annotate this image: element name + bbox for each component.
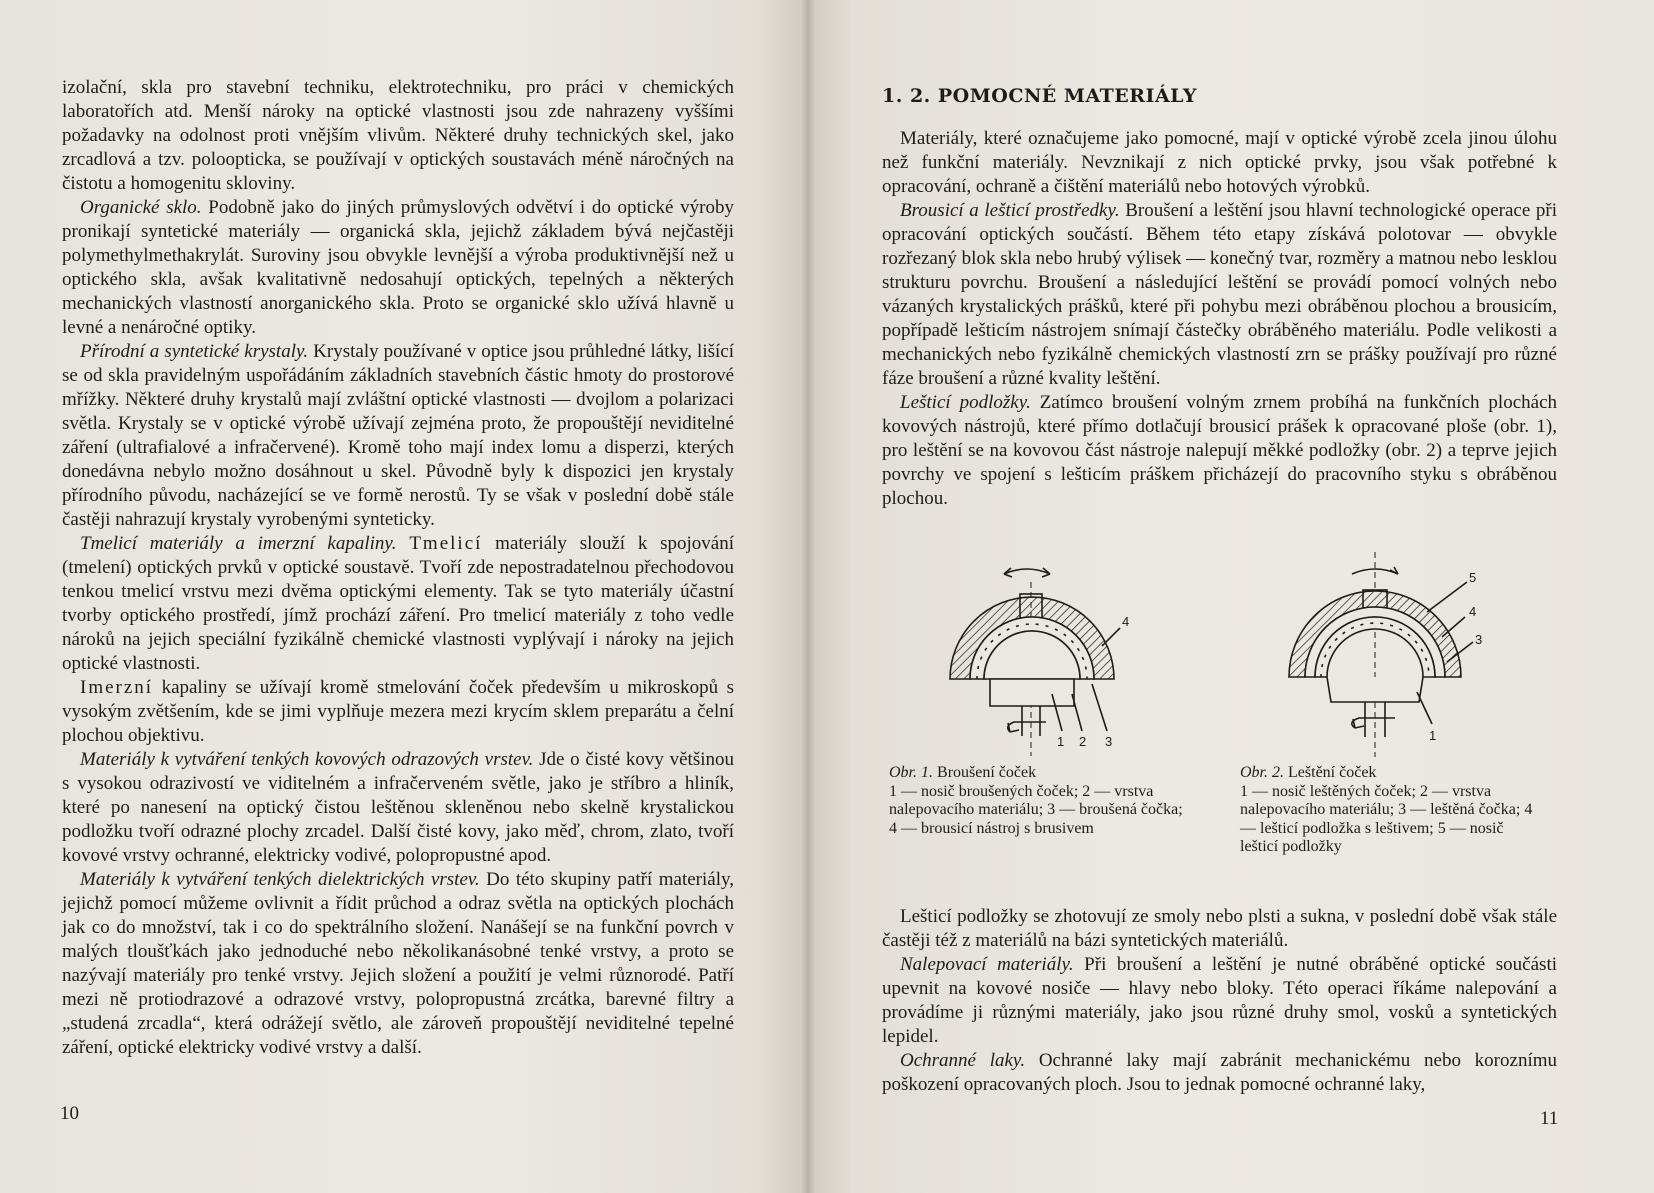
fig1-label-3: 3	[1105, 734, 1113, 749]
page-number-right: 11	[1540, 1108, 1559, 1129]
fig2-label-5: 5	[1469, 570, 1477, 585]
paragraph-text: Materiály, které označujeme jako pomocné, mají v optické výrobě zcela jinou úlohu než funkční materiály. Nevznikají z nich optické prvky, jsou však potřebné k opracování, ochraně a čištění materiálů nebo hotových výrobků.	[882, 128, 1557, 197]
figure-1-caption	[889, 764, 1185, 838]
paragraph	[62, 76, 734, 196]
paragraph-text: materiály slouží k spojování (tmelení) optických prvků v optické soustavě. Tvoří zde nepostradatelnou přechodovou tenkou tmelicí vrstvu mezi dvěma optickými elementy. Tak se tyto materiály účastní tvorby optického prostředí, jímž prochází záření. Pro tmelicí materiály z toho vedle nároků na jejich speciální fyzikálně chemické vlastnosti vyplývají i nároky na jejich optické vlastnosti.	[62, 533, 735, 674]
rotation-arrow-icon	[1004, 569, 1050, 574]
paragraph-lead: Tmelicí materiály a imerzní kapaliny.	[80, 533, 397, 554]
paragraph-lead: Přírodní a syntetické krystaly.	[80, 341, 309, 362]
caption-text: 1 — nosič leštěných čoček; 2 — vrstva nalepovacího materiálu; 3 — leštěná čočka; 4 — lešticí podložka s leštivem; 5 — nosič lešticí podložky	[1240, 782, 1533, 855]
spaced-term: Tmelicí	[409, 533, 483, 554]
paragraph	[882, 1049, 1557, 1097]
paragraph-lead: Ochranné laky.	[900, 1050, 1026, 1071]
paragraph-text: Jde o čisté kovy většinou s vysokou odrazivostí ve viditelném a infračerveném světle, jako je stříbro a hliník, které po nanesení na optický čistou leštěnou skleněnou nebo skelně krystalickou podložku tvoří odrazné plochy zrcadel. Další čisté kovy, jako měď, chrom, zlato, tvoří kovové vrstvy ochranné, elektricky vodivé, polopropustné apod.	[62, 749, 735, 866]
paragraph	[62, 196, 734, 340]
paragraph-text: Do této skupiny patří materiály, jejichž pomocí můžeme ovlivnit a řídit průchod a odraz světla na optických plochách jak co do množství, tak i co do spektrálního složení. Nanášejí se na funkční povrch v malých tloušťkách jako jednoduché nebo několikanásobné tenké vrstvy, a proto se nazývají materiály pro tenké vrstvy. Jejich složení a použití je velmi různorodé. Patří mezi ně protiodrazové a odrazové vrstvy, polopropustná zrcátka, barevné filtry a „studená zrcadla“, která odrážejí světlo, ale zároveň propouštějí neviditelné tepelné záření, optické elektricky vodivé vrstvy a další.	[62, 869, 734, 1058]
fig2-label-4: 4	[1469, 604, 1477, 619]
caption-title-text: Leštění čoček	[1284, 764, 1377, 781]
paragraph-text: Při broušení a leštění je nutné obráběné optické součásti upevnit na kovové nosiče — hlavy nebo bloky. Této operaci říkáme nalepování a provádíme ji různými materiály, jako jsou různé druhy smol, vosků a syntetických lepidel.	[882, 954, 1557, 1047]
paragraph-text: Zatímco broušení volným zrnem probíhá na funkčních plochách kovových nástrojů, které přímo dotlačují brousicí prášek k opracované ploše (obr. 1), pro leštění se na kovovou část nástroje nalepují měkké podložky (obr. 2) a teprve jejich povrchy ve spojení s lešticím práškem přicházejí do pracovního styku s obráběnou plochou.	[882, 392, 1557, 509]
paragraph-text: kapaliny se užívají kromě stmelování čoček především u mikroskopů s vysokým zvětšením, kde se jimi vyplňuje mezera mezi krycím sklem preparátu a čelní plochou objektivu.	[62, 677, 734, 746]
paragraph	[62, 340, 734, 532]
fig2-label-1: 1	[1429, 728, 1437, 743]
paragraph-text: Krystaly používané v optice jsou průhledné látky, lišící se od skla pravidelným uspořádáním základních stavebních částic hmoty do prostorové mřížky. Některé druhy krystalů mají zvláštní optické vlastnosti — dvojlom a polarizaci světla. Krystaly se v optické výrobě užívají zejména proto, že propouštějí neviditelné záření (ultrafialové a infračervené). Kromě toho mají index lomu a disperzi, kterých donedávna nebylo možno dosáhnout u skel. Původně byly k dispozici jen krystaly přírodního původu, nacházející se ve formě nerostů. Ty se však v poslední době stále častěji nahrazují krystaly vyrobenými synteticky.	[62, 341, 734, 530]
paragraph-lead: Materiály k vytváření tenkých kovových odrazových vrstev.	[80, 749, 534, 770]
figure-2-caption	[1240, 764, 1540, 857]
caption-text: 1 — nosič broušených čoček; 2 — vrstva nalepovacího materiálu; 3 — broušená čočka; 4 — brousicí nástroj s brusivem	[889, 782, 1183, 837]
paragraph-lead: Nalepovací materiály.	[900, 954, 1074, 975]
right-page-text-top	[882, 127, 1557, 511]
fig1-label-1: 1	[1057, 734, 1065, 749]
right-page-text-bottom	[882, 905, 1557, 1097]
caption-title	[889, 764, 1185, 783]
paragraph-text: Ochranné laky mají zabránit mechanickému nebo koroznímu poškození opracovaných ploch. Jsou to jednak pomocné ochranné laky,	[882, 1050, 1557, 1095]
section-heading: 1. 2. POMOCNÉ MATERIÁLY	[882, 85, 1197, 107]
caption-prefix: Obr. 1.	[889, 764, 934, 781]
paragraph-text: Broušení a leštění jsou hlavní technologické operace při opracování optických součástí. Během této etapy získává polotovar — obvykle rozřezaný blok skla nebo hrubý výlisek — konečný tvar, rozměry a matnou nebo lesklou strukturu povrchu. Broušení a následující leštění se provádí pomocí volných nebo vázaných krystalických prášků, které při pohybu mezi obráběnou plochou a brousicím, popřípadě lešticím nástrojem snímají částečky obráběného materiálu. Podle velikosti a mechanických nebo fyzikálně chemických vlastností zrn se prášky používají pro různé fáze broušení a různé kvality leštění.	[882, 200, 1557, 389]
paragraph	[882, 199, 1557, 391]
caption-title-text: Broušení čoček	[933, 764, 1037, 781]
paragraph-text: Lešticí podložky se zhotovují ze smoly nebo plsti a sukna, v poslední době však stále častěji též z materiálů na bázi syntetických materiálů.	[882, 906, 1557, 951]
paragraph	[62, 676, 734, 748]
paragraph	[62, 748, 734, 868]
fig1-label-4: 4	[1122, 614, 1130, 629]
paragraph	[62, 532, 734, 676]
paragraph	[882, 905, 1557, 953]
caption-title	[1240, 764, 1540, 783]
caption-prefix: Obr. 2.	[1240, 764, 1285, 781]
paragraph-lead: Materiály k vytváření tenkých dielektrických vrstev.	[80, 869, 480, 890]
figure-2-polishing-diagram	[1277, 552, 1527, 757]
book-gutter	[800, 0, 816, 1193]
paragraph-text: Podobně jako do jiných průmyslových odvětví i do optické výroby pronikají syntetické materiály — organická skla, jejichž základem bývá nejčastěji polymethylmethakrylát. Suroviny jsou obvykle levnější a výroba produktivnější než u optického skla, avšak kvalitativně nedosahují optických, tepelných a některých mechanických vlastností anorganického skla. Proto se organické sklo užívá hlavně u levné a nenáročné optiky.	[62, 197, 734, 338]
paragraph-lead: Organické sklo.	[80, 197, 202, 218]
page-number-left: 10	[60, 1103, 79, 1124]
left-page-text	[62, 76, 734, 1060]
paragraph-lead: Brousicí a lešticí prostředky.	[900, 200, 1120, 221]
fig1-label-2: 2	[1079, 734, 1087, 749]
spaced-term: Imerzní	[80, 677, 154, 698]
fig2-label-3: 3	[1475, 632, 1483, 647]
paragraph	[882, 953, 1557, 1049]
paragraph-text: izolační, skla pro stavební techniku, elektrotechniku, pro práci v chemických laboratořích atd. Menší nároky na optické vlastnosti jsou zde nahrazeny vyššími požadavky na odolnost proti vnějším vlivům. Některé druhy technických skel, jako zrcadlová a tzv. poloopticka, se používají v optických soustavách méně náročných na čistotu a homogenitu skloviny.	[62, 77, 734, 194]
paragraph	[62, 868, 734, 1060]
paragraph	[882, 127, 1557, 199]
paragraph-lead: Lešticí podložky.	[900, 392, 1031, 413]
figure-1-grinding-diagram	[942, 556, 1172, 756]
paragraph	[882, 391, 1557, 511]
